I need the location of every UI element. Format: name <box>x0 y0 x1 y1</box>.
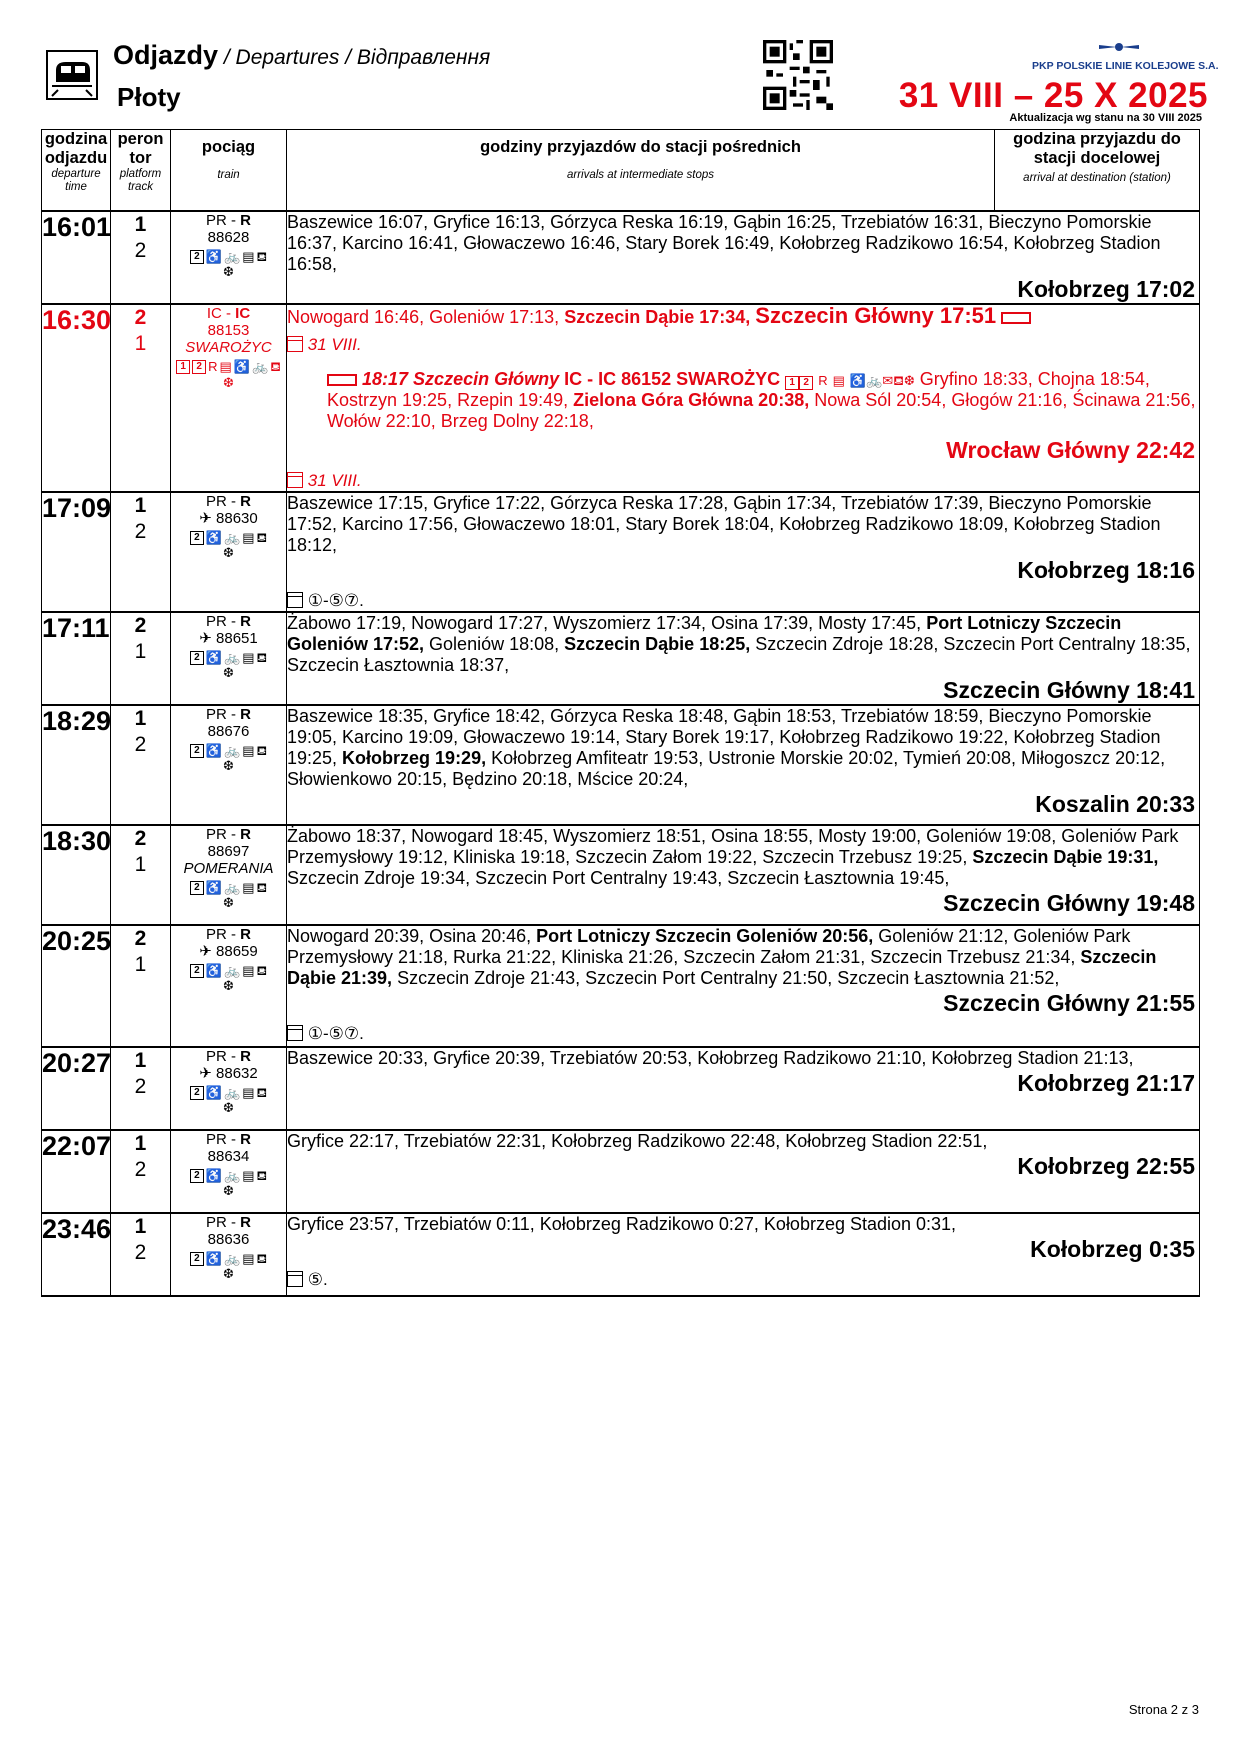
train-name: POMERANIA <box>183 860 274 877</box>
wheelchair-icon: ♿ <box>205 880 223 895</box>
destination: Kołobrzeg 0:35 <box>1030 1236 1195 1262</box>
bike-icon: 🚲 <box>866 373 883 388</box>
departure-time: 16:01 <box>42 211 111 304</box>
intermediate-stops: Nowogard 20:39, Osina 20:46, Port Lotniczy Szczecin Goleniów 20:56, Goleniów 21:12, Goleniów Park Przemysłowy 21:18, Rurka 21:22, Kliniska 21:26, Szczecin Załom 21:31, Szczecin Trzebusz 21:34, Szczecin Dąbie 21:39, Szczecin Zdroje 21:43, Szczecin Port Centralny 21:50, Szczecin Łasztownia 21:52, <box>287 926 1157 988</box>
bus-connection-icon <box>327 374 357 386</box>
platform-cell: 1 2 <box>111 1047 171 1130</box>
departure-time: 23:46 <box>42 1213 111 1296</box>
calendar-icon <box>287 592 303 608</box>
platform-cell: 1 2 <box>111 1130 171 1213</box>
ticket-machine-icon: ▤ <box>242 880 255 895</box>
timetable <box>41 129 1200 1297</box>
air-conditioning-icon: ❆ <box>223 665 234 680</box>
air-conditioning-icon: ❆ <box>223 978 234 993</box>
class1-icon: 1 <box>785 376 799 390</box>
air-conditioning-icon: ❆ <box>223 1183 234 1198</box>
destination: Kołobrzeg 21:17 <box>1017 1070 1195 1096</box>
calendar-icon <box>287 336 303 352</box>
intermediate-stops: Gryfice 23:57, Trzebiatów 0:11, Kołobrzeg Radzikowo 0:27, Kołobrzeg Stadion 0:31, <box>287 1214 957 1234</box>
ticket-machine-icon: ▤ <box>832 373 845 388</box>
validity-period: 31 VIII – 25 X 2025 <box>898 76 1208 115</box>
departure-time: 20:27 <box>42 1047 111 1130</box>
wheelchair-icon: ♿ <box>205 650 223 665</box>
wheelchair-icon: ♿ <box>849 373 867 388</box>
intermediate-stops: Baszewice 17:15, Gryfice 17:22, Górzyca Reska 17:28, Gąbin 17:34, Trzebiatów 17:39, Bieczyno Pomorskie 17:52, Karcino 17:56, Głowaczewo 18:01, Stary Borek 18:04, Kołobrzeg Radzikowo 18:09, Kołobrzeg Stadion 18:12, <box>287 493 1161 555</box>
train-number: 88636 <box>207 1231 250 1248</box>
train-number: 88632 <box>216 1065 258 1082</box>
table-row <box>42 211 1200 304</box>
table-row <box>42 492 1200 612</box>
class2-icon: 2 <box>190 881 204 895</box>
amenity-icons <box>190 744 267 758</box>
mail-icon: ✉ <box>882 373 894 388</box>
platform-cell: 1 2 <box>111 705 171 825</box>
platform-cell: 2 1 <box>111 612 171 705</box>
catering-icon: ⛾ <box>270 359 281 374</box>
destination: Wrocław Główny 22:42 <box>946 437 1195 463</box>
train-number: 88697 <box>207 843 250 860</box>
amenity-icons <box>190 964 267 978</box>
platform-cell: 1 2 <box>111 211 171 304</box>
catering-icon: ⛾ <box>256 1168 268 1183</box>
train-cell: PR - R 88676 2 ♿ 🚲 ▤ ⛾ ❆ <box>171 705 287 825</box>
intermediate-stops: Żabowo 17:19, Nowogard 17:27, Wyszomierz 17:34, Osina 17:39, Mosty 17:45, Port Lotniczy Szczecin Goleniów 17:52, Goleniów 18:08, Szczecin Dąbie 18:25, Szczecin Zdroje 18:28, Szczecin Port Centralny 18:35, Szczecin Łasztownia 18:37, <box>287 613 1191 675</box>
col-stops: godziny przyjazdów do stacji pośrednich arrivals at intermediate stops <box>287 130 995 212</box>
calendar-icon <box>287 1271 303 1287</box>
reservation-icon: R <box>818 373 828 388</box>
class2-icon: 2 <box>190 651 204 665</box>
train-cell: PR - R 88634 2 ♿ 🚲 ▤ ⛾ ❆ <box>171 1130 287 1213</box>
train-number: 88651 <box>216 630 258 647</box>
destination: Szczecin Główny 21:55 <box>943 990 1195 1016</box>
bike-icon: 🚲 <box>224 1085 241 1100</box>
stops-cell <box>287 1047 1200 1130</box>
departure-time: 16:30 <box>42 304 111 492</box>
ticket-machine-icon: ▤ <box>242 963 255 978</box>
col-platform: peron tor platform track <box>111 130 171 212</box>
departure-time: 22:07 <box>42 1130 111 1213</box>
class2-icon: 2 <box>190 1252 204 1266</box>
stops-cell: Nowogard 20:39, Osina 20:46, Port Lotniczy Szczecin Goleniów 20:56, Goleniów 21:12, Goleniów Park Przemysłowy 21:18, Rurka 21:22, Kliniska 21:26, Szczecin Załom 21:31, Szczecin Trzebusz 21:34, Szczecin Dąbie 21:39, Szczecin Zdroje 21:43, Szczecin Port Centralny 21:50, Szczecin Łasztownia 21:52, Szczecin Główny 21:55 ①-⑤⑦. <box>287 925 1200 1047</box>
platform-cell: 2 1 <box>111 925 171 1047</box>
bike-icon: 🚲 <box>224 963 241 978</box>
table-header <box>42 130 1200 212</box>
stops-cell <box>287 211 1200 304</box>
calendar-icon <box>287 472 303 488</box>
departure-time: 18:30 <box>42 825 111 925</box>
ticket-machine-icon: ▤ <box>242 743 255 758</box>
qr-code <box>763 40 833 110</box>
intermediate-stops: Baszewice 20:33, Gryfice 20:39, Trzebiatów 20:53, Kołobrzeg Radzikowo 21:10, Kołobrzeg Stadion 21:13, <box>287 1048 1134 1068</box>
table-row <box>42 1047 1200 1130</box>
class2-icon: 2 <box>799 376 813 390</box>
train-icon <box>46 50 98 100</box>
amenity-icons <box>174 360 284 390</box>
intermediate-stops: Baszewice 16:07, Gryfice 16:13, Górzyca Reska 16:19, Gąbin 16:25, Trzebiatów 16:31, Bieczyno Pomorskie 16:37, Karcino 16:41, Głowaczewo 16:46, Stary Borek 16:49, Kołobrzeg Radzikowo 16:54, Kołobrzeg Stadion 16:58, <box>287 212 1161 274</box>
stops-cell <box>287 705 1200 825</box>
ticket-machine-icon: ▤ <box>242 530 255 545</box>
bike-icon: 🚲 <box>224 880 241 895</box>
stops-cell <box>287 825 1200 925</box>
departure-time: 20:25 <box>42 925 111 1047</box>
ticket-machine-icon: ▤ <box>242 1085 255 1100</box>
departure-time: 17:11 <box>42 612 111 705</box>
bike-icon: 🚲 <box>252 359 269 374</box>
air-conditioning-icon: ❆ <box>223 1266 234 1281</box>
bike-icon: 🚲 <box>224 1251 241 1266</box>
bike-icon: 🚲 <box>224 743 241 758</box>
table-row <box>42 1130 1200 1213</box>
train-number: 88630 <box>216 510 258 527</box>
catering-icon: ⛾ <box>256 880 268 895</box>
class2-icon: 2 <box>190 744 204 758</box>
train-number: 88676 <box>207 723 250 740</box>
col-destination: godzina przyjazdu do stacji docelowej arrival at destination (station) <box>995 130 1200 212</box>
amenity-icons <box>190 1252 267 1266</box>
destination: Kołobrzeg 22:55 <box>1017 1153 1195 1179</box>
intermediate-stops: Baszewice 18:35, Gryfice 18:42, Górzyca Reska 18:48, Gąbin 18:53, Trzebiatów 18:59, Bieczyno Pomorskie 19:05, Karcino 19:09, Głowaczewo 19:14, Stary Borek 19:17, Kołobrzeg Radzikowo 19:22, Kołobrzeg Stadion 19:25, Kołobrzeg 19:29, Kołobrzeg Amfiteatr 19:53, Ustronie Morskie 20:02, Tymień 20:08, Miłogoszcz 20:12, Słowienkowo 20:15, Będzino 20:18, Mścice 20:24, <box>287 706 1166 789</box>
catering-icon: ⛾ <box>893 373 904 388</box>
wheelchair-icon: ♿ <box>205 1085 223 1100</box>
ticket-machine-icon: ▤ <box>242 249 255 264</box>
destination: Kołobrzeg 17:02 <box>1017 276 1195 302</box>
departure-time: 18:29 <box>42 705 111 825</box>
calendar-icon <box>287 1025 303 1041</box>
platform-cell: 1 2 <box>111 492 171 612</box>
plane-icon: ✈ <box>199 943 212 960</box>
train-name: SWAROŻYC <box>185 339 272 356</box>
destination: Szczecin Główny 19:48 <box>943 890 1195 916</box>
page-title <box>113 40 490 71</box>
stops-cell: Gryfice 23:57, Trzebiatów 0:11, Kołobrzeg Radzikowo 0:27, Kołobrzeg Stadion 0:31, Kołobrzeg 0:35 ⑤. <box>287 1213 1200 1296</box>
wheelchair-icon: ♿ <box>233 359 251 374</box>
bike-icon: 🚲 <box>224 1168 241 1183</box>
amenity-icons <box>190 1086 267 1100</box>
catering-icon: ⛾ <box>256 530 268 545</box>
ticket-machine-icon: ▤ <box>242 650 255 665</box>
catering-icon: ⛾ <box>256 743 268 758</box>
wheelchair-icon: ♿ <box>205 1251 223 1266</box>
stops-cell: Baszewice 17:15, Gryfice 17:22, Górzyca Reska 17:28, Gąbin 17:34, Trzebiatów 17:39, Bieczyno Pomorskie 17:52, Karcino 17:56, Głowaczewo 18:01, Stary Borek 18:04, Kołobrzeg Radzikowo 18:09, Kołobrzeg Stadion 18:12, Kołobrzeg 18:16 ①-⑤⑦. <box>287 492 1200 612</box>
table-row <box>42 304 1200 492</box>
train-cell: PR - R ✈ 88651 2 ♿ 🚲 ▤ ⛾ ❆ <box>171 612 287 705</box>
air-conditioning-icon: ❆ <box>223 895 234 910</box>
page-header <box>0 0 1240 130</box>
amenity-icons <box>190 881 267 895</box>
platform-cell: 2 1 <box>111 304 171 492</box>
train-cell: PR - R ✈ 88659 2 ♿ 🚲 ▤ ⛾ ❆ <box>171 925 287 1047</box>
plane-icon: ✈ <box>199 510 212 527</box>
reservation-icon: R <box>208 359 218 374</box>
bike-icon: 🚲 <box>224 249 241 264</box>
station-name: Płoty <box>117 82 181 112</box>
destination: Koszalin 20:33 <box>1035 791 1195 817</box>
amenity-icons <box>190 250 267 264</box>
connecting-train: 18:17 Szczecin Główny IC - IC 86152 SWAROŻYC 1 2 R ▤ ♿🚲✉⛾❆ Gryfino 18:33, Chojna 18:54, Kostrzyn 19:25, Rzepin 19:49, Zielona Góra Główna 20:38, Nowa Sól 20:54, Głogów 21:16, Ścinawa 21:56, Wołów 22:10, Brzeg Dolny 22:18, Wrocław Główny 22:42 <box>327 369 1196 463</box>
amenity-icons <box>190 1169 267 1183</box>
stops-cell: Nowogard 16:46, Goleniów 17:13, Szczecin Dąbie 17:34, Szczecin Główny 17:51 31 VIII. 18:17 Szczecin Główny IC - IC 86152 SWAROŻYC 1 2 R ▤ ♿🚲✉⛾❆ Gryfino 18:33, Chojna 18:54, Kostrzyn 19:25, Rzepin 19:49, Zielona Góra Główna 20:38, Nowa Sól 20:54, Głogów 21:16, Ścinawa 21:56, Wołów 22:10, Brzeg Dolny 22:18, Wrocław Główny 22:42 31 VIII. <box>287 304 1200 492</box>
page-number: Strona 2 z 3 <box>1128 1702 1199 1717</box>
train-cell: PR - R ✈ 88630 2 ♿ 🚲 ▤ ⛾ ❆ <box>171 492 287 612</box>
amenity-icons <box>190 651 267 665</box>
table-row <box>42 705 1200 825</box>
pkp-wing-icon <box>1097 41 1141 53</box>
train-cell: PR - R 88628 2 ♿ 🚲 ▤ ⛾ ❆ <box>171 211 287 304</box>
stops-cell <box>287 1130 1200 1213</box>
amenity-icons <box>190 531 267 545</box>
class2-icon: 2 <box>190 1086 204 1100</box>
platform-cell: 2 1 <box>111 825 171 925</box>
class2-icon: 2 <box>190 1169 204 1183</box>
catering-icon: ⛾ <box>256 1085 268 1100</box>
intermediate-stops: Żabowo 18:37, Nowogard 18:45, Wyszomierz 18:51, Osina 18:55, Mosty 19:00, Goleniów 19:08, Goleniów Park Przemysłowy 19:12, Kliniska 19:18, Szczecin Załom 19:22, Szczecin Trzebusz 19:25, Szczecin Dąbie 19:31, Szczecin Zdroje 19:34, Szczecin Port Centralny 19:43, Szczecin Łasztownia 19:45, <box>287 826 1179 888</box>
train-number: 88659 <box>216 943 258 960</box>
col-train: pociąg train <box>171 130 287 212</box>
ticket-machine-icon: ▤ <box>242 1251 255 1266</box>
update-note: Aktualizacja wg stanu na 30 VIII 2025 <box>1009 112 1202 124</box>
bike-icon: 🚲 <box>224 650 241 665</box>
air-conditioning-icon: ❆ <box>903 373 915 388</box>
table-row <box>42 1213 1200 1296</box>
title-translations: / Departures / Відправлення <box>218 46 491 69</box>
train-number: 88628 <box>207 229 250 246</box>
catering-icon: ⛾ <box>256 650 268 665</box>
platform-cell: 1 2 <box>111 1213 171 1296</box>
train-cell: PR - R 88697 POMERANIA 2 ♿ 🚲 ▤ ⛾ ❆ <box>171 825 287 925</box>
wheelchair-icon: ♿ <box>205 1168 223 1183</box>
train-cell: PR - R 88636 2 ♿ 🚲 ▤ ⛾ ❆ <box>171 1213 287 1296</box>
destination: Szczecin Główny 18:41 <box>943 677 1195 703</box>
intermediate-stops: Gryfice 22:17, Trzebiatów 22:31, Kołobrzeg Radzikowo 22:48, Kołobrzeg Stadion 22:51, <box>287 1131 988 1151</box>
wheelchair-icon: ♿ <box>205 530 223 545</box>
plane-icon: ✈ <box>199 630 212 647</box>
col-time: godzina odjazdu departure time <box>42 130 111 212</box>
train-cell: PR - R ✈ 88632 2 ♿ 🚲 ▤ ⛾ ❆ <box>171 1047 287 1130</box>
stops-cell <box>287 612 1200 705</box>
air-conditioning-icon: ❆ <box>223 1100 234 1115</box>
pkp-logo <box>1032 40 1219 72</box>
catering-icon: ⛾ <box>256 1251 268 1266</box>
bus-connection-icon <box>1001 312 1031 324</box>
air-conditioning-icon: ❆ <box>223 545 234 560</box>
air-conditioning-icon: ❆ <box>223 264 234 279</box>
ticket-machine-icon: ▤ <box>242 1168 255 1183</box>
air-conditioning-icon: ❆ <box>223 758 234 773</box>
departure-time: 17:09 <box>42 492 111 612</box>
train-cell: IC - IC 88153 SWAROŻYC 1 2 R ▤ ♿ 🚲 ⛾ ❆ <box>171 304 287 492</box>
wheelchair-icon: ♿ <box>205 963 223 978</box>
class1-icon: 1 <box>176 360 190 374</box>
operator-name: PKP POLSKIE LINIE KOLEJOWE S.A. <box>1032 60 1219 72</box>
table-row <box>42 612 1200 705</box>
wheelchair-icon: ♿ <box>205 743 223 758</box>
class2-icon: 2 <box>190 964 204 978</box>
catering-icon: ⛾ <box>256 249 268 264</box>
class2-icon: 2 <box>190 531 204 545</box>
class2-icon: 2 <box>190 250 204 264</box>
train-number: 88634 <box>207 1148 250 1165</box>
wheelchair-icon: ♿ <box>205 249 223 264</box>
title-main: Odjazdy <box>113 40 219 70</box>
plane-icon: ✈ <box>199 1065 212 1082</box>
class2-icon: 2 <box>192 360 206 374</box>
ticket-machine-icon: ▤ <box>219 359 232 374</box>
destination: Kołobrzeg 18:16 <box>1017 557 1195 583</box>
catering-icon: ⛾ <box>256 963 268 978</box>
air-conditioning-icon: ❆ <box>223 375 234 390</box>
train-number: 88153 <box>207 322 250 339</box>
table-row <box>42 825 1200 925</box>
bike-icon: 🚲 <box>224 530 241 545</box>
table-row <box>42 925 1200 1047</box>
